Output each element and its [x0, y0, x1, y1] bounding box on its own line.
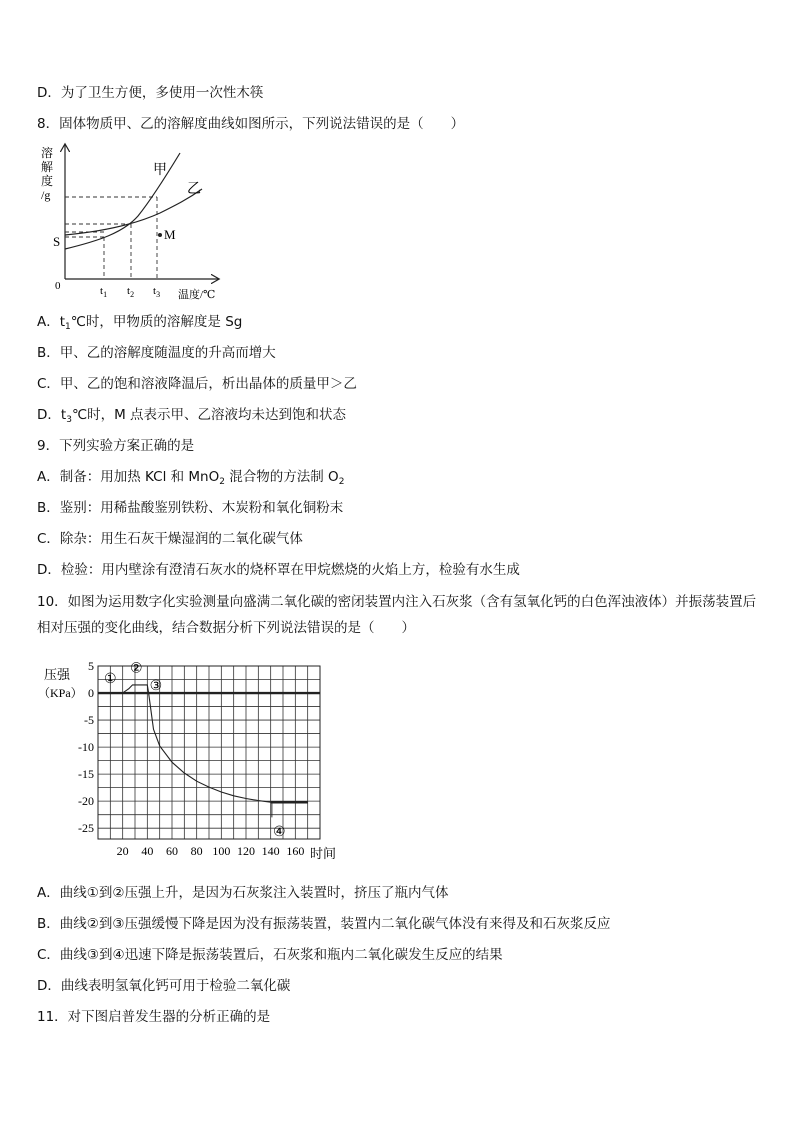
s-label: S [53, 234, 61, 249]
q9-stem: 9．下列实验方案正确的是 [37, 438, 195, 454]
x-tick-label: 140 [261, 844, 280, 858]
curve-yi-label: 乙 [187, 182, 201, 197]
y-tick-label: -25 [78, 821, 94, 836]
solubility-chart [38, 141, 228, 303]
point-m-label: M [164, 227, 176, 242]
x-tick-label: 80 [190, 844, 203, 858]
annotation-3: ③ [149, 678, 163, 694]
annotation-1: ① [104, 671, 117, 687]
y-tick-label: -20 [78, 794, 94, 809]
q11-stem: 11．对下图启普发生器的分析正确的是 [37, 1009, 271, 1025]
q9-option-a: A．制备：用加热 KCl 和 MnO$_2$ 混合物的方法制 $O_2$ [37, 469, 345, 487]
y-axis-label-line1: 压强 [44, 667, 71, 682]
q10-option-a: A．曲线①到②压强上升，是因为石灰浆注入装置时，挤压了瓶内气体 [37, 885, 449, 901]
q9-option-d: D．检验：用内壁涂有澄清石灰水的烧杯罩在甲烷燃烧的火焰上方，检验有水生成 [37, 562, 520, 578]
x-tick-label: 120 [237, 844, 255, 858]
ylabel-char-4: /g [41, 188, 51, 202]
q8-option-b: B．甲、乙的溶解度随温度的升高而增大 [37, 345, 276, 361]
xtick-t3: $t_3$ [153, 285, 161, 299]
y-tick-label: 0 [88, 686, 94, 701]
q10-option-d: D．曲线表明氢氧化钙可用于检验二氧化碳 [37, 978, 291, 994]
y-tick-label: -15 [78, 767, 94, 782]
point-m-dot [158, 233, 162, 237]
x-tick-label: 40 [141, 844, 154, 858]
x-axis-label: 时间 [310, 846, 337, 861]
q8-option-a: A．$t_1℃$时，甲物质的溶解度是 Sg [37, 314, 243, 332]
chart-grid [98, 666, 320, 839]
q8-stem: 8．固体物质甲、乙的溶解度曲线如图所示，下列说法错误的是（ ） [37, 116, 465, 132]
origin-label: 0 [55, 280, 61, 292]
xtick-t2: $t_2$ [127, 285, 135, 299]
pressure-chart [38, 655, 378, 865]
y-tick-label: -10 [78, 740, 94, 755]
x-tick-label: 160 [286, 844, 305, 858]
curve-jia-label: 甲 [153, 163, 167, 178]
ylabel-char-2: 解 [41, 160, 54, 174]
ylabel-char-1: 溶 [41, 146, 54, 160]
q10-option-c: C．曲线③到④迅速下降是振荡装置后，石灰浆和瓶内二氧化碳发生反应的结果 [37, 947, 503, 963]
curve-yi [65, 189, 202, 235]
q9-option-c: C．除杂：用生石灰干燥湿润的二氧化碳气体 [37, 531, 303, 547]
x-tick-label: 100 [212, 844, 231, 858]
x-tick-label: 20 [116, 844, 129, 858]
annotation-2: ② [129, 661, 143, 677]
annotation-4: ④ [273, 824, 286, 840]
y-axis-label-line2: （KPa） [38, 686, 83, 700]
q7-option-d: D．为了卫生方便，多使用一次性木筷 [37, 85, 264, 101]
x-tick-label: 60 [166, 844, 178, 858]
pressure-curve [98, 685, 308, 802]
y-tick-label: 5 [88, 659, 94, 673]
y-tick-label: -5 [84, 713, 94, 728]
q10-stem: 10．如图为运用数字化实验测量向盛满二氧化碳的密闭装置内注入石灰浆（含有氢氧化钙的白色浑浊液体）并振荡装置后相对压强的变化曲线，结合数据分析下列说法错误的是（ ） [37, 594, 757, 636]
xtick-t1: $t_1$ [100, 285, 108, 299]
x-tick-labels [117, 844, 305, 858]
q9-option-b: B．鉴别：用稀盐酸鉴别铁粉、木炭粉和氧化铜粉末 [37, 500, 344, 516]
x-axis-label: 温度/℃ [178, 289, 216, 301]
q10-option-b: B．曲线②到③压强缓慢下降是因为没有振荡装置，装置内二氧化碳气体没有来得及和石灰浆反应 [37, 916, 611, 932]
q8-option-d: D．$t_3℃$时，M 点表示甲、乙溶液均未达到饱和状态 [37, 407, 347, 425]
ylabel-char-3: 度 [41, 174, 54, 188]
q8-option-c: C．甲、乙的饱和溶液降温后，析出晶体的质量甲＞乙 [37, 376, 357, 392]
